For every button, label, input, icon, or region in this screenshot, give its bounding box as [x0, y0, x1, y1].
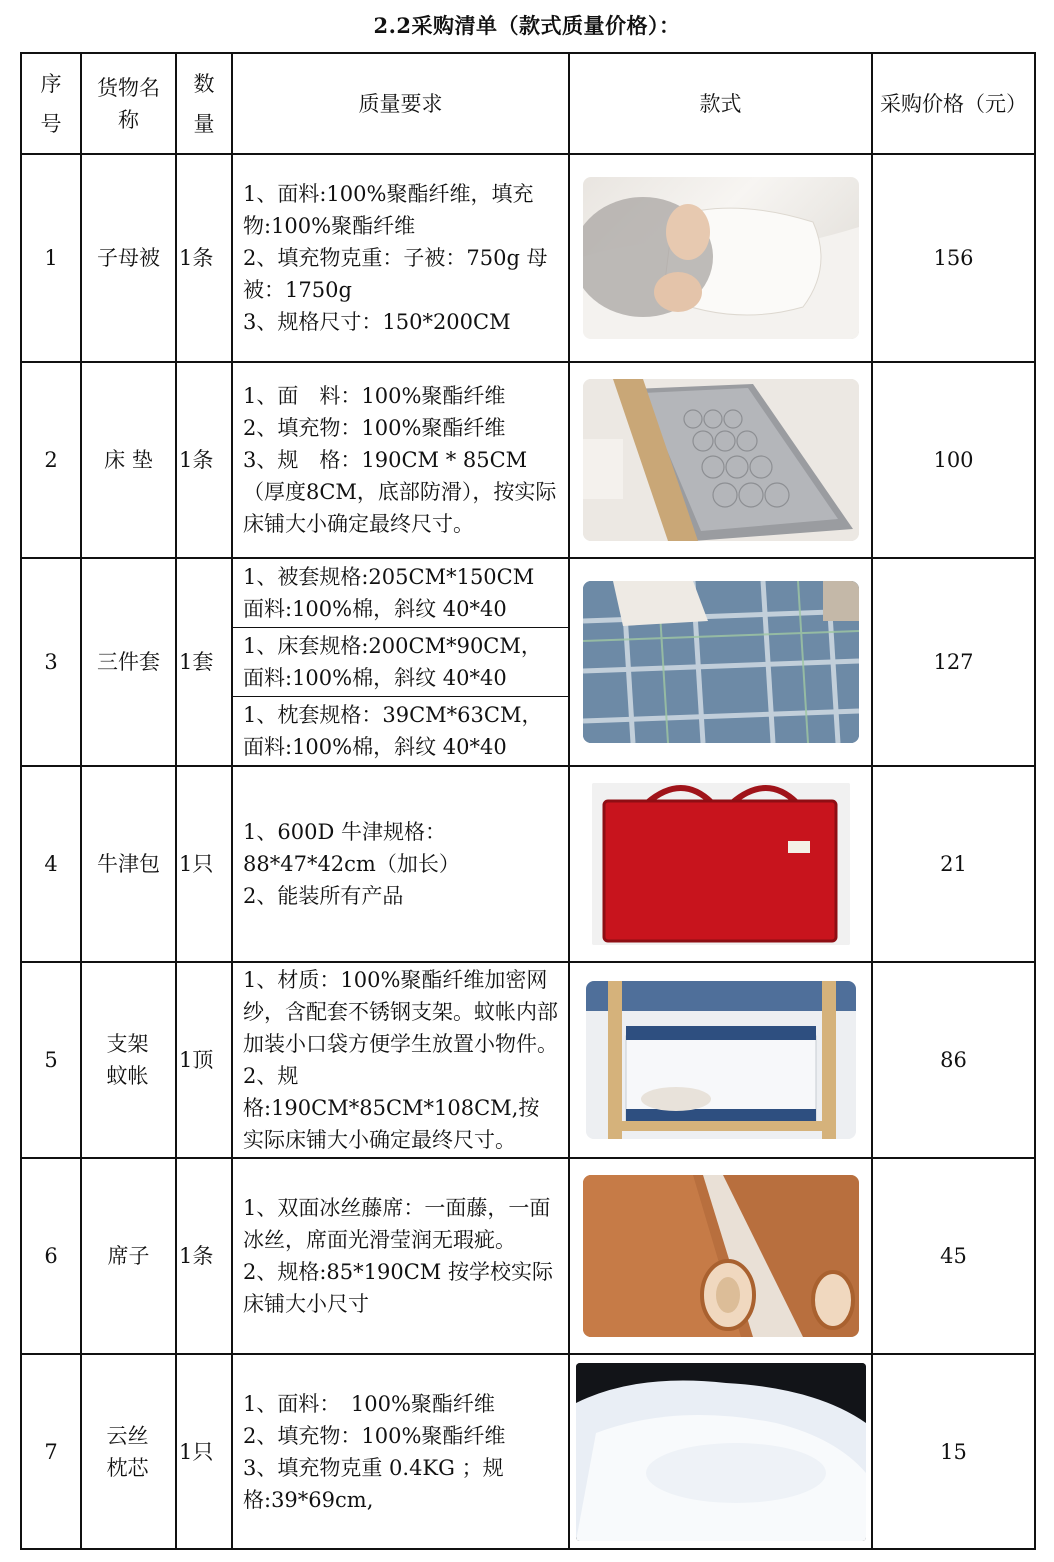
row-name: 支架蚊帐 — [81, 962, 176, 1158]
mattress-photo — [583, 379, 859, 541]
row-price: 127 — [872, 558, 1035, 766]
row-style — [569, 1158, 872, 1354]
row-price: 100 — [872, 362, 1035, 558]
table-header-row — [21, 53, 1035, 154]
row-seq: 6 — [21, 1158, 81, 1354]
row-seq: 1 — [21, 154, 81, 362]
row-seq: 4 — [21, 766, 81, 962]
row-name: 三件套 — [81, 558, 176, 766]
bedding-set-photo — [583, 581, 859, 743]
table-row — [21, 1354, 1035, 1549]
row-style — [569, 1354, 872, 1549]
table-row — [21, 1158, 1035, 1354]
row-name: 牛津包 — [81, 766, 176, 962]
table-row — [21, 362, 1035, 558]
mosquito-net-photo — [586, 981, 856, 1139]
header-price: 采购价格（元） — [872, 53, 1035, 154]
row-qty: 1套 — [176, 558, 232, 766]
header-qty: 数量 — [176, 53, 232, 154]
row-qty: 1条 — [176, 154, 232, 362]
row-quality: 1、面料:100%聚酯纤维，填充物:100%聚酯纤维 2、填充物克重：子被：750g 母被：1750g 3、规格尺寸：150*200CM — [232, 154, 569, 362]
mat-photo — [583, 1175, 859, 1337]
header-name: 货物名称 — [81, 53, 176, 154]
row-seq: 7 — [21, 1354, 81, 1549]
row-qty: 1条 — [176, 1158, 232, 1354]
table-row — [21, 766, 1035, 962]
table-row — [21, 154, 1035, 362]
row-quality: 1、材质：100%聚酯纤维加密网纱，含配套不锈钢支架。蚊帐内部加装小口袋方便学生放置小物件。 2、规格:190CM*85CM*108CM,按实际床铺大小确定最终尺寸。 — [232, 962, 569, 1158]
header-seq: 序号 — [21, 53, 81, 154]
row-name: 云丝枕芯 — [81, 1354, 176, 1549]
row-style — [569, 766, 872, 962]
row-qty: 1只 — [176, 766, 232, 962]
table-row — [21, 558, 1035, 766]
row-name: 席子 — [81, 1158, 176, 1354]
row-name: 床 垫 — [81, 362, 176, 558]
row-style — [569, 362, 872, 558]
row-quality — [232, 558, 569, 766]
header-style: 款式 — [569, 53, 872, 154]
pillow-photo — [576, 1363, 866, 1541]
quality-part: 1、枕套规格：39CM*63CM，面料:100%棉，斜纹 40*40 — [243, 703, 543, 759]
row-quality: 1、面料： 100%聚酯纤维 2、填充物：100%聚酯纤维 3、填充物克重 0.4KG ；规格:39*69cm, — [232, 1354, 569, 1549]
quality-part: 1、被套规格:205CM*150CM 面料:100%棉，斜纹 40*40 — [233, 559, 568, 628]
row-quality: 1、双面冰丝藤席：一面藤，一面冰丝，席面光滑莹润无瑕疵。 2、规格:85*190CM 按学校实际床铺大小尺寸 — [232, 1158, 569, 1354]
quality-part: 1、床套规格:200CM*90CM，面料:100%棉，斜纹 40*40 — [233, 628, 568, 697]
row-seq: 5 — [21, 962, 81, 1158]
row-qty: 1只 — [176, 1354, 232, 1549]
row-price: 45 — [872, 1158, 1035, 1354]
row-style — [569, 558, 872, 766]
header-quality: 质量要求 — [232, 53, 569, 154]
row-price: 156 — [872, 154, 1035, 362]
row-seq: 2 — [21, 362, 81, 558]
oxford-bag-photo — [592, 783, 850, 945]
row-price: 86 — [872, 962, 1035, 1158]
row-name: 子母被 — [81, 154, 176, 362]
row-qty: 1顶 — [176, 962, 232, 1158]
row-price: 21 — [872, 766, 1035, 962]
row-price: 15 — [872, 1354, 1035, 1549]
row-quality: 1、面 料：100%聚酯纤维 2、填充物：100%聚酯纤维 3、规 格：190CM * 85CM（厚度8CM，底部防滑），按实际床铺大小确定最终尺寸。 — [232, 362, 569, 558]
row-style — [569, 962, 872, 1158]
row-seq: 3 — [21, 558, 81, 766]
page-title: 2.2采购清单（款式质量价格）： — [373, 13, 681, 38]
purchase-table — [20, 52, 1036, 1550]
row-quality: 1、600D 牛津规格：88*47*42cm（加长） 2、能装所有产品 — [232, 766, 569, 962]
table-row — [21, 962, 1035, 1158]
row-qty: 1条 — [176, 362, 232, 558]
quilt-photo — [583, 177, 859, 339]
row-style — [569, 154, 872, 362]
